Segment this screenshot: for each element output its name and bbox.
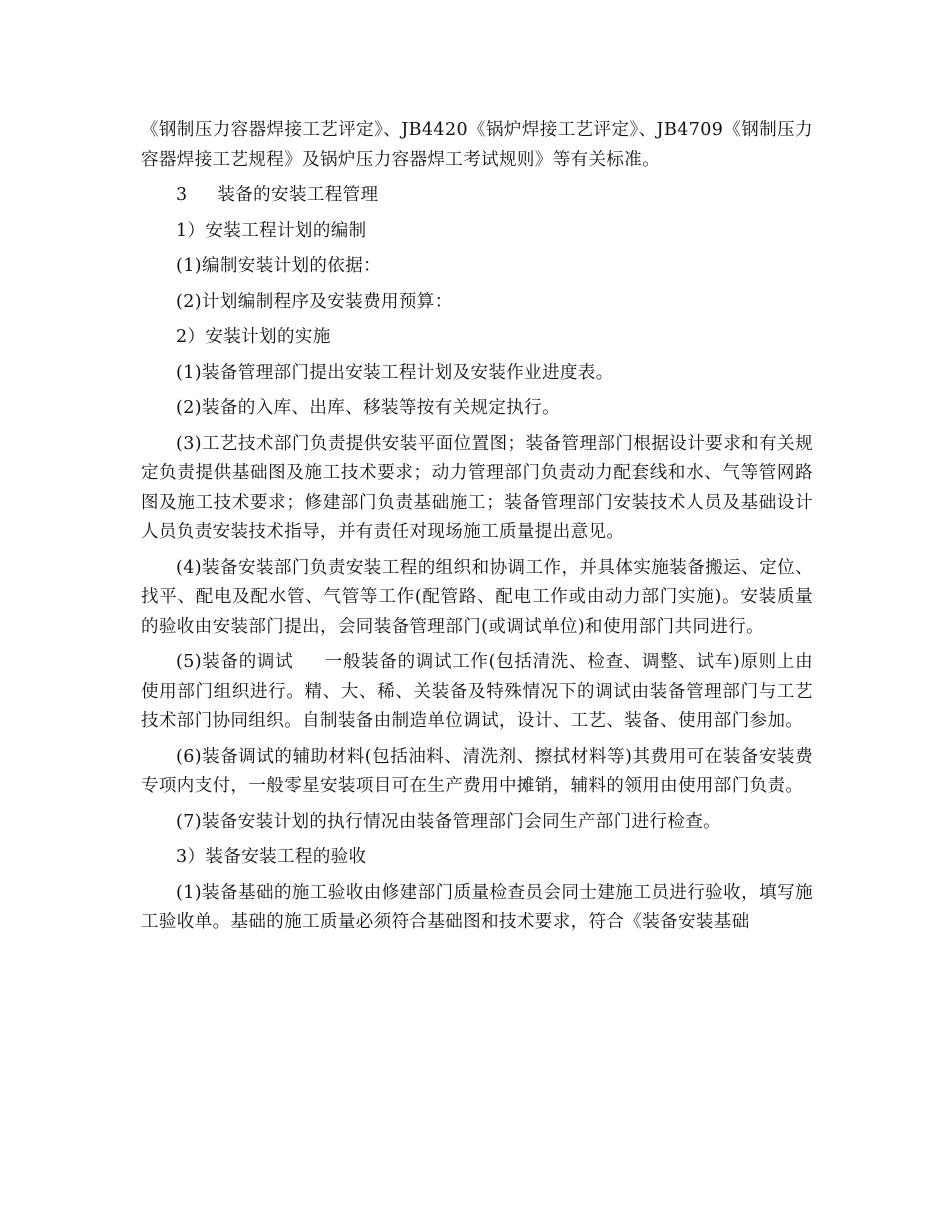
list-item: (1)编制安装计划的依据： <box>176 256 381 276</box>
document-page <box>141 116 813 944</box>
list-item: (1)装备基础的施工验收由修建部门质量检查员会同士建施工员进行验收，填写施工验收单。基础的施工质量必须符合基础图和技术要求，符合《装备安装基础 <box>141 882 813 932</box>
list-item: (2)装备的入库、出库、移装等按有关规定执行。 <box>176 398 560 418</box>
list-item: (6)装备调试的辅助材料(包括油料、清洗剂、擦拭材料等)其费用可在装备安装费专项内支付，一般零星安装项目可在生产费用中摊销，辅料的领用由使用部门负责。 <box>141 746 813 796</box>
list-item: (7)装备安装计划的执行情况由装备管理部门会同生产部门进行检查。 <box>176 811 722 832</box>
list-item: (2)计划编制程序及安装费用预算： <box>176 291 453 312</box>
subheading-3: 3）装备安装工程的验收 <box>176 847 367 867</box>
list-item: (5)装备的调试 一般装备的调试工作(包括清洗、检查、调整、试车)原则上由使用部门组织进行。精、大、稀、关装备及特殊情况下的调试由装备管理部门与工艺技术部门协同组织。自制装备由制造单位调试，设计、工艺、装备、使用部门参加。 <box>141 652 813 731</box>
list-item: (4)装备安装部门负责安装工程的组织和协调工作，并具体实施装备搬运、定位、找平、配电及配水管、气管等工作(配管路、配电工作或由动力部门实施)。安装质量的验收由安装部门提出，会同装备管理部门(或调试单位)和使用部门共同进行。 <box>141 557 813 637</box>
section-heading-3: 3 装备的安装工程管理 <box>176 185 379 205</box>
subheading-2: 2）安装计划的实施 <box>176 327 331 347</box>
list-item: (1)装备管理部门提出安装工程计划及安装作业进度表。 <box>176 362 614 383</box>
subheading-1: 1）安装工程计划的编制 <box>176 220 367 241</box>
list-item: (3)工艺技术部门负责提供安装平面位置图；装备管理部门根据设计要求和有关规定负责提供基础图及施工技术要求；动力管理部门负责动力配套线和水、气等管网路图及施工技术要求；修建部门负责基础施工；装备管理部门安装技术人员及基础设计人员负责安装技术指导，并有责任对现场施工质量提出意见。 <box>141 433 813 542</box>
paragraph-1: 《钢制压力容器焊接工艺评定》、JB4420《锅炉焊接工艺评定》、JB4709《钢制压力容器焊接工艺规程》及锅炉压力容器焊工考试规则》等有关标准。 <box>141 120 813 170</box>
